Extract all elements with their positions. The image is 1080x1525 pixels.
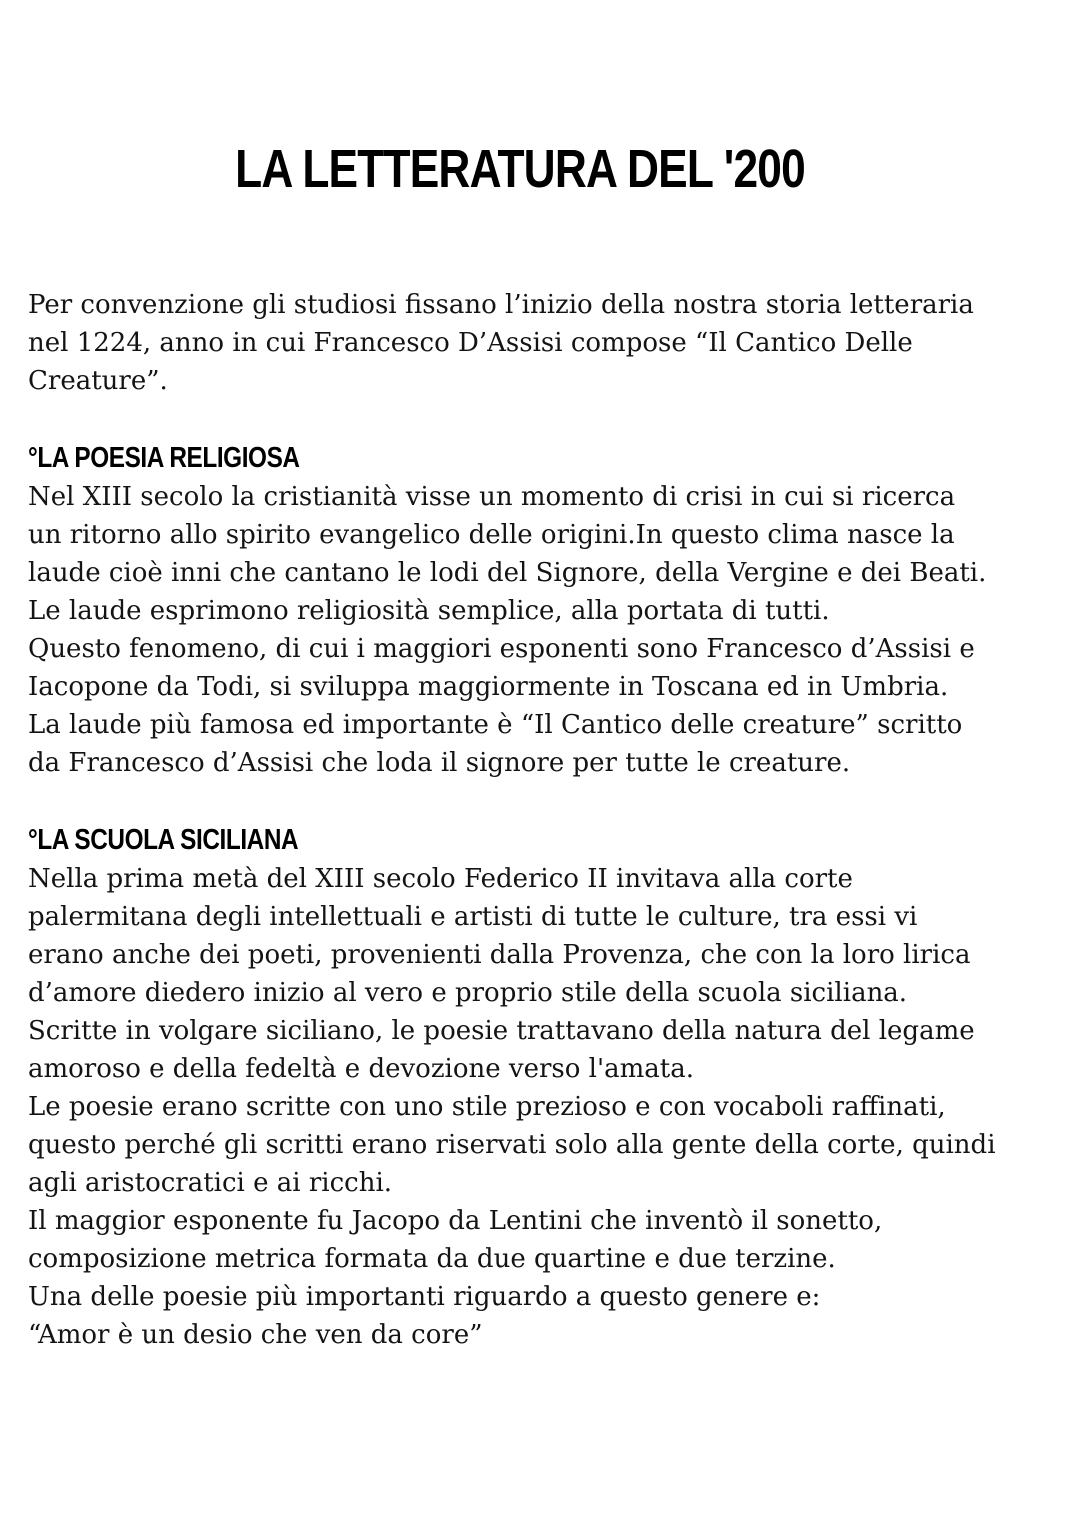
section-paragraph	[28, 478, 988, 782]
text-line: d’amore diedero inizio al vero e proprio stile della scuola siciliana.	[28, 978, 908, 1008]
text-line: Nella prima metà del XIII secolo Federico II invitava alla corte	[28, 864, 853, 894]
text-line: Scritte in volgare siciliano, le poesie trattavano della natura del legame	[28, 1016, 975, 1046]
text-line: Questo fenomeno, di cui i maggiori esponenti sono Francesco d’Assisi e	[28, 634, 975, 664]
text-line: agli aristocratici e ai ricchi.	[28, 1168, 393, 1198]
intro-paragraph	[28, 286, 988, 400]
text-line: palermitana degli intellettuali e artisti di tutte le culture, tra essi vi	[28, 902, 918, 932]
document-body	[28, 286, 996, 1354]
text-line: composizione metrica formata da due quartine e due terzine.	[28, 1244, 836, 1274]
text-line: laude cioè inni che cantano le lodi del Signore, della Vergine e dei Beati.	[28, 558, 987, 588]
section-paragraph	[28, 860, 996, 1354]
text-line: Nel XIII secolo la cristianità visse un momento di crisi in cui si ricerca	[28, 482, 956, 512]
intro-line: nel 1224, anno in cui Francesco D’Assisi compose “Il Cantico Delle	[28, 328, 913, 358]
text-line: Le poesie erano scritte con uno stile prezioso e con vocaboli raffinati,	[28, 1092, 946, 1122]
section-heading: °LA POESIA RELIGIOSA	[28, 442, 300, 474]
text-line: Iacopone da Todi, si sviluppa maggiormente in Toscana ed in Umbria.	[28, 672, 949, 702]
text-line: La laude più famosa ed importante è “Il Cantico delle creature” scritto	[28, 710, 963, 740]
text-line: Il maggior esponente fu Jacopo da Lentini che inventò il sonetto,	[28, 1206, 883, 1236]
text-line: Le laude esprimono religiosità semplice, alla portata di tutti.	[28, 596, 830, 626]
section-poesia-religiosa	[28, 438, 988, 782]
page-title: LA LETTERATURA DEL '200	[235, 139, 805, 199]
section-heading: °LA SCUOLA SICILIANA	[28, 824, 299, 856]
text-line: “Amor è un desio che ven da core”	[28, 1320, 483, 1350]
text-line: Una delle poesie più importanti riguardo a questo genere e:	[28, 1282, 821, 1312]
text-line: questo perché gli scritti erano riservati solo alla gente della corte, quindi	[28, 1130, 996, 1160]
section-scuola-siciliana	[28, 820, 996, 1354]
text-line: un ritorno allo spirito evangelico delle origini.In questo clima nasce la	[28, 520, 955, 550]
intro-line: Creature”.	[28, 366, 168, 396]
text-line: da Francesco d’Assisi che loda il signore per tutte le creature.	[28, 748, 851, 778]
text-line: amoroso e della fedeltà e devozione verso l'amata.	[28, 1054, 694, 1084]
text-line: erano anche dei poeti, provenienti dalla Provenza, che con la loro lirica	[28, 940, 971, 970]
intro-line: Per convenzione gli studiosi fissano l’inizio della nostra storia letteraria	[28, 290, 974, 320]
